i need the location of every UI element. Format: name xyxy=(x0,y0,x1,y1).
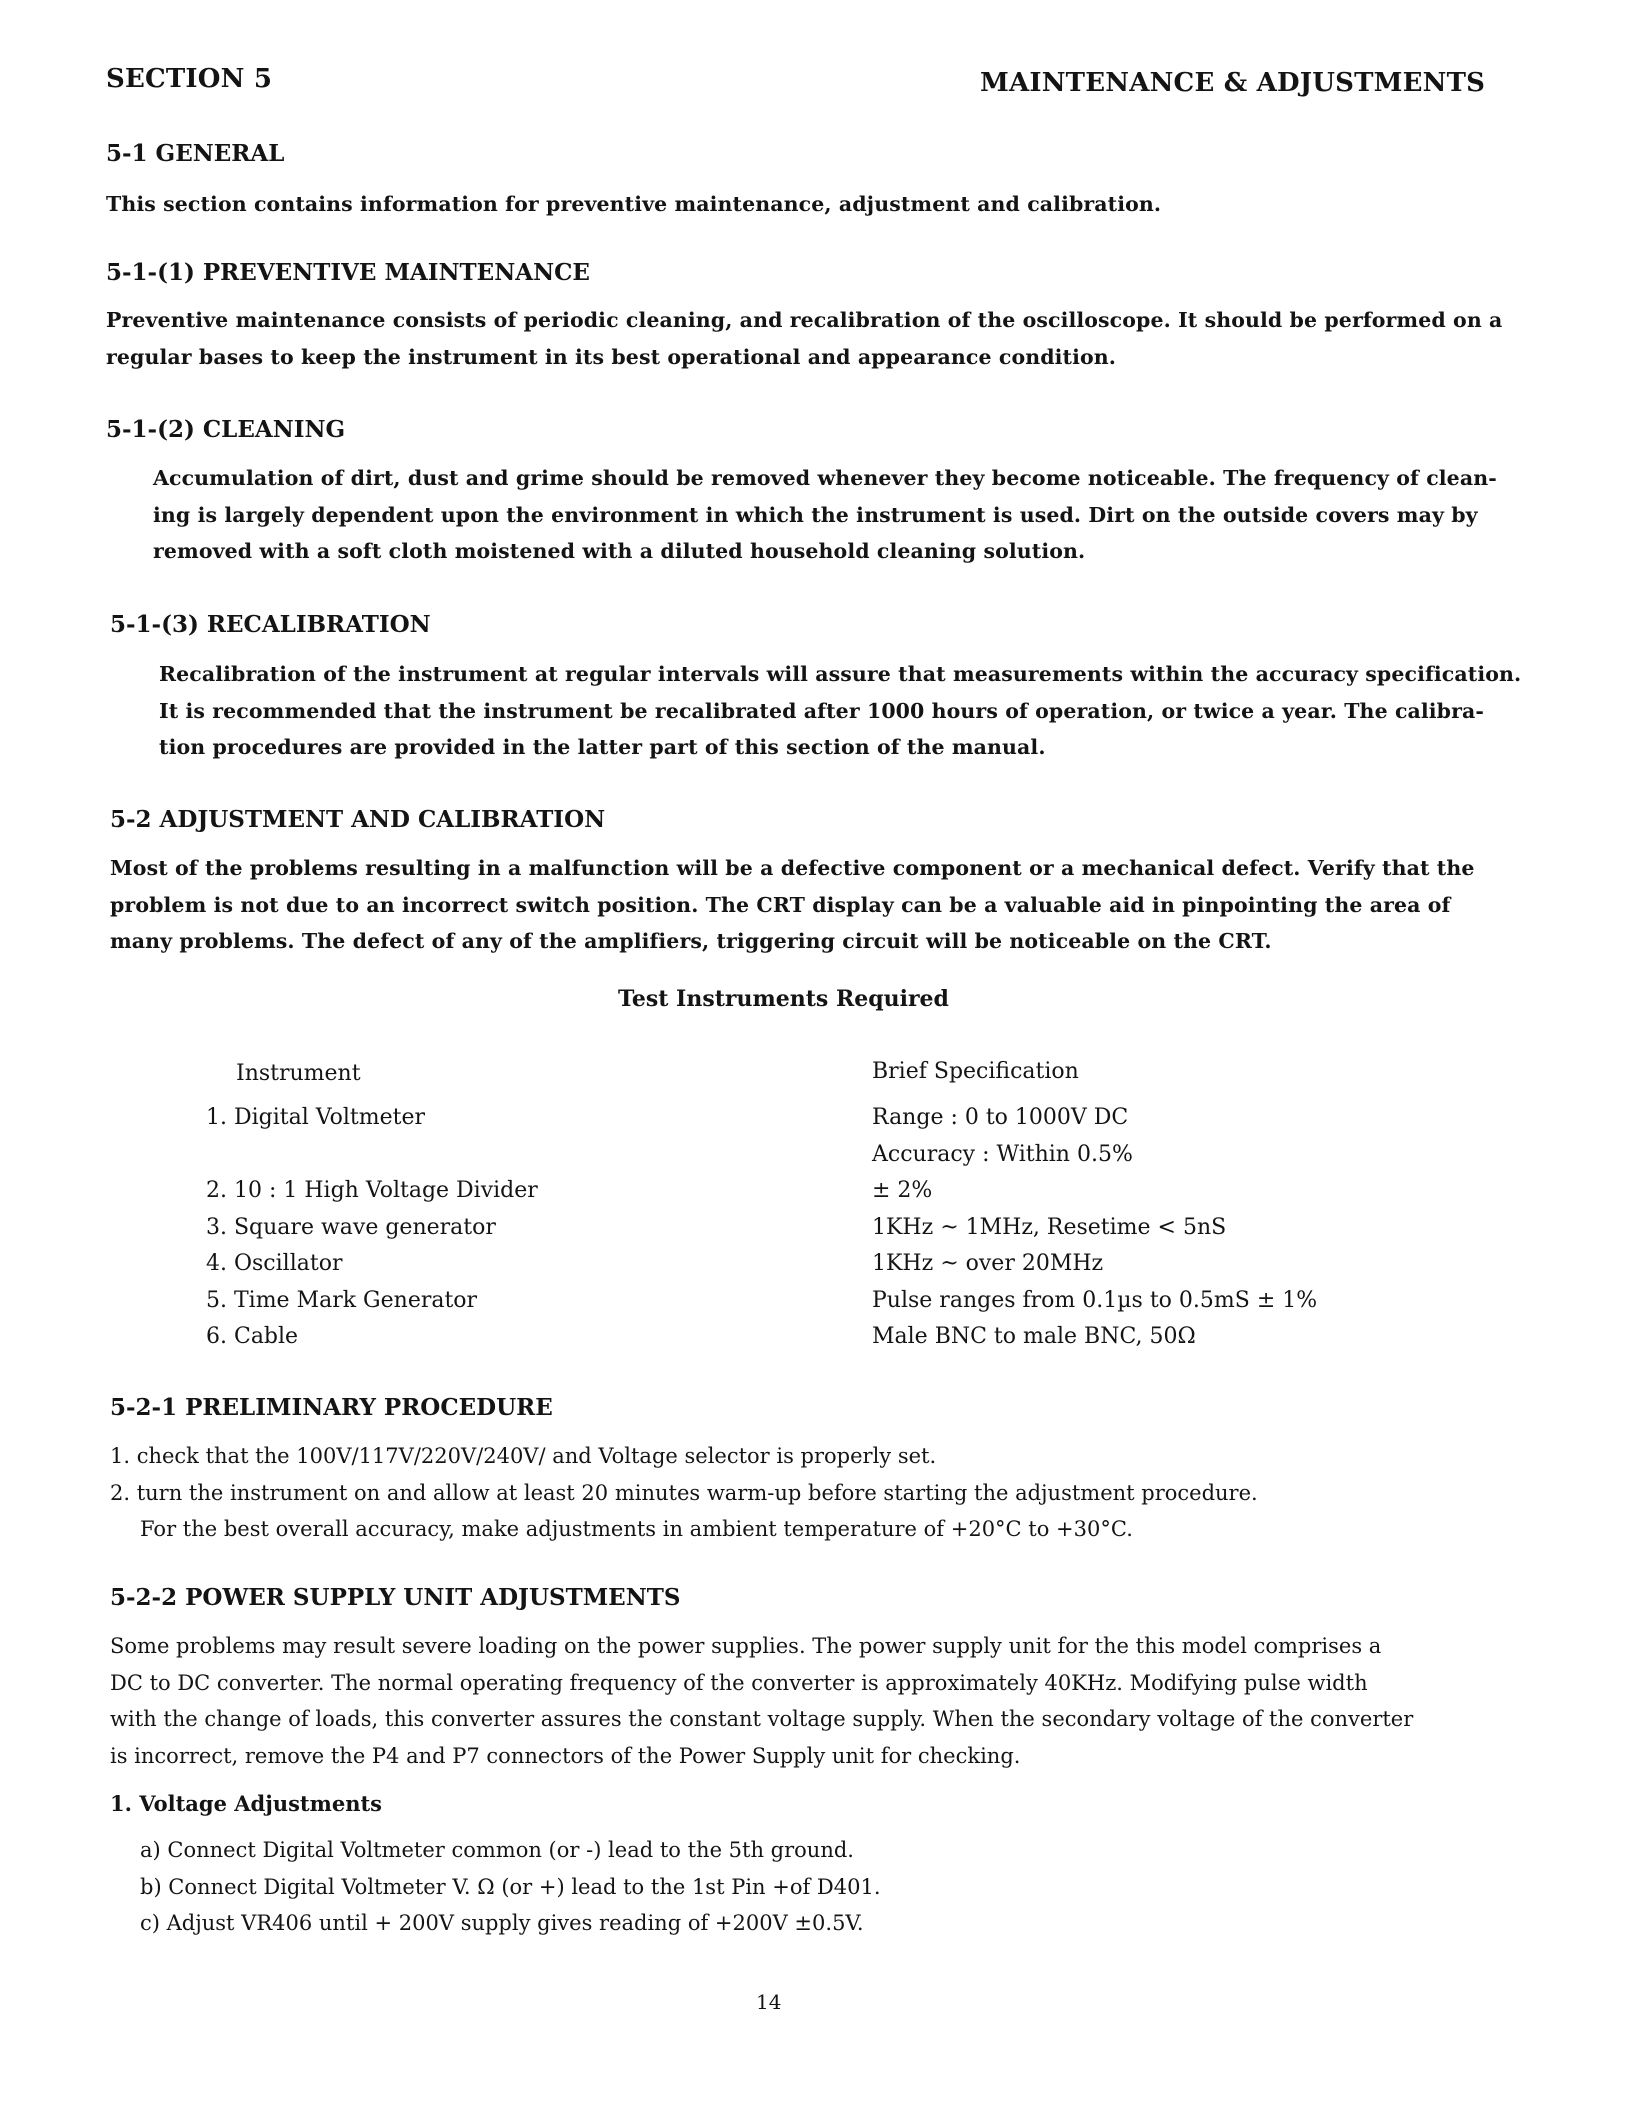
instrument-name: 1. Digital Voltmeter xyxy=(206,1105,426,1130)
paragraph-5-1-2 xyxy=(153,460,1497,570)
text-line: Some problems may result severe loading on the power supplies. The power supply unit for the this model comprises a xyxy=(110,1634,1382,1658)
text-line: This section contains information for preventive maintenance, adjustment and calibration. xyxy=(106,192,1162,216)
paragraph-5-1-3 xyxy=(159,656,1521,766)
text-line: It is recommended that the instrument be recalibrated after 1000 hours of operation, or twice a year. The calibra- xyxy=(159,698,1485,723)
paragraph-5-2 xyxy=(110,850,1474,960)
text-line: Accumulation of dirt, dust and grime should be removed whenever they become noticeable. The frequency of clean- xyxy=(153,466,1497,490)
page-number: 14 xyxy=(756,1990,782,2014)
instrument-spec: Male BNC to male BNC, 50Ω xyxy=(872,1324,1196,1349)
text-line: Recalibration of the instrument at regular intervals will assure that measurements within the accuracy specification. xyxy=(159,662,1522,686)
heading-5-1-3: 5-1-(3) RECALIBRATION xyxy=(110,611,431,638)
text-line: removed with a soft cloth moistened with a diluted household cleaning solution. xyxy=(153,539,1086,563)
list-item-continuation: For the best overall accuracy, make adjustments in ambient temperature of +20°C to +30°C. xyxy=(140,1517,1133,1541)
instrument-name xyxy=(206,1137,538,1174)
instrument-name: 4. Oscillator xyxy=(206,1251,343,1276)
column-header-instrument: Instrument xyxy=(236,1061,361,1086)
text-line: problem is not due to an incorrect switch position. The CRT display can be a valuable aid in pinpointing the area of xyxy=(110,892,1451,917)
text-line: regular bases to keep the instrument in its best operational and appearance condition. xyxy=(106,344,1117,369)
paragraph-5-2-2 xyxy=(110,1628,1413,1774)
voltage-adjustment-steps xyxy=(140,1832,881,1942)
table-title: Test Instruments Required xyxy=(618,986,949,1012)
specification-column xyxy=(872,1100,1317,1356)
page-title: MAINTENANCE & ADJUSTMENTS xyxy=(980,68,1486,98)
instrument-spec: 1KHz ~ over 20MHz xyxy=(872,1251,1104,1276)
heading-5-2: 5-2 ADJUSTMENT AND CALIBRATION xyxy=(110,806,606,833)
text-line: with the change of loads, this converter assures the constant voltage supply. When the secondary voltage of the converter xyxy=(110,1707,1414,1731)
instrument-spec: 1KHz ~ 1MHz, Resetime < 5nS xyxy=(872,1214,1227,1240)
text-line: ing is largely dependent upon the environment in which the instrument is used. Dirt on the outside covers may by xyxy=(153,502,1478,527)
text-line: is incorrect, remove the P4 and P7 connectors of the Power Supply unit for checking. xyxy=(110,1743,1021,1768)
instrument-name: 2. 10 : 1 High Voltage Divider xyxy=(206,1178,538,1203)
instrument-spec: ± 2% xyxy=(872,1178,933,1203)
paragraph-5-1 xyxy=(106,186,1161,223)
heading-5-1-1: 5-1-(1) PREVENTIVE MAINTENANCE xyxy=(106,259,590,286)
instrument-spec: Pulse ranges from 0.1µs to 0.5mS ± 1% xyxy=(872,1287,1318,1313)
column-header-specification: Brief Specification xyxy=(872,1059,1079,1084)
instrument-spec: Accuracy : Within 0.5% xyxy=(872,1141,1133,1167)
heading-5-2-1: 5-2-1 PRELIMINARY PROCEDURE xyxy=(110,1394,553,1421)
preliminary-steps xyxy=(110,1438,1258,1548)
list-item: 1. check that the 100V/117V/220V/240V/ and Voltage selector is properly set. xyxy=(110,1444,937,1468)
instrument-name: 6. Cable xyxy=(206,1324,299,1349)
section-label: SECTION 5 xyxy=(106,64,273,94)
list-item: b) Connect Digital Voltmeter V. Ω (or +) lead to the 1st Pin +of D401. xyxy=(140,1874,881,1899)
paragraph-5-1-1 xyxy=(106,302,1502,375)
text-line: many problems. The defect of any of the amplifiers, triggering circuit will be noticeable on the CRT. xyxy=(110,929,1272,953)
list-item: c) Adjust VR406 until + 200V supply gives reading of +200V ±0.5V. xyxy=(140,1911,864,1935)
heading-5-1-2: 5-1-(2) CLEANING xyxy=(106,416,346,443)
text-line: Most of the problems resulting in a malfunction will be a defective component or a mechanical defect. Verify that the xyxy=(110,856,1475,880)
instrument-name: 5. Time Mark Generator xyxy=(206,1287,478,1313)
text-line: tion procedures are provided in the latter part of this section of the manual. xyxy=(159,735,1046,759)
list-item: 2. turn the instrument on and allow at least 20 minutes warm-up before starting the adjustment procedure. xyxy=(110,1480,1258,1505)
instrument-spec: Range : 0 to 1000V DC xyxy=(872,1105,1129,1130)
text-line: DC to DC converter. The normal operating frequency of the converter is approximately 40KHz. Modifying pulse width xyxy=(110,1670,1368,1695)
text-line: Preventive maintenance consists of periodic cleaning, and recalibration of the oscilloscope. It should be performed on a xyxy=(106,308,1503,332)
heading-5-2-2: 5-2-2 POWER SUPPLY UNIT ADJUSTMENTS xyxy=(110,1584,681,1611)
list-item: a) Connect Digital Voltmeter common (or -) lead to the 5th ground. xyxy=(140,1838,854,1862)
instrument-name: 3. Square wave generator xyxy=(206,1214,496,1240)
subheading-voltage-adjustments: 1. Voltage Adjustments xyxy=(110,1791,382,1816)
heading-5-1: 5-1 GENERAL xyxy=(106,140,285,167)
instrument-column xyxy=(206,1100,538,1356)
